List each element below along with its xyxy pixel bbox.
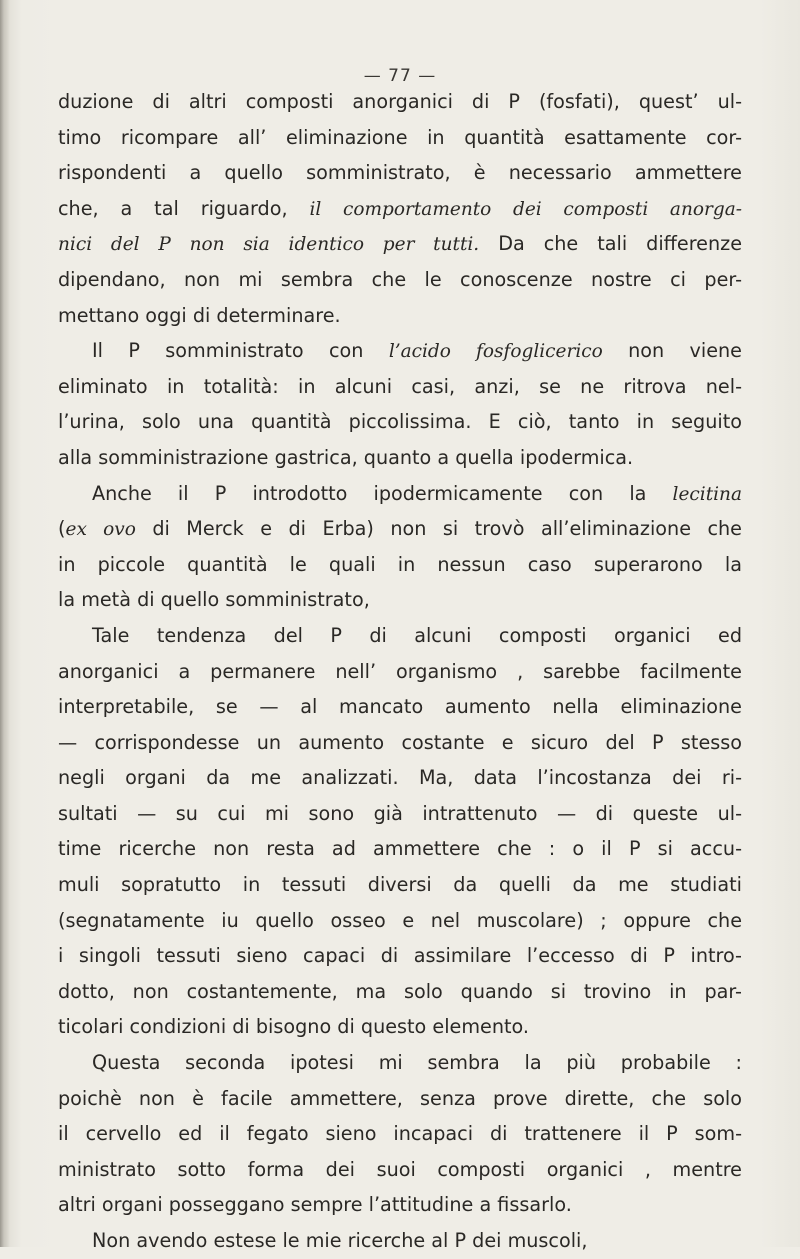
text-line: [58, 903, 742, 939]
text-line: [58, 120, 742, 156]
text-line: [58, 262, 742, 298]
text-run: sultati — su cui mi sono già intrattenuto — di queste ul-: [58, 801, 742, 825]
text-line: [58, 689, 742, 725]
text-line: [58, 511, 742, 547]
text-line: [58, 84, 742, 120]
text-line: [58, 333, 742, 369]
text-run: anorganici a permanere nell’ organismo , sarebbe facilmente: [58, 659, 742, 683]
text-line: [58, 1187, 742, 1223]
text-line: [58, 725, 742, 761]
italic-text-run: ex ovo: [65, 519, 136, 541]
text-line: [58, 1009, 742, 1045]
text-run: che, a tal riguardo,: [58, 196, 310, 220]
text-run: interpretabile, se — al mancato aumento nella eliminazione: [58, 695, 742, 719]
text-run: Questa seconda ipotesi mi sembra la più probabile :: [92, 1051, 742, 1075]
text-line: [58, 831, 742, 867]
text-run: Non avendo estese le mie ricerche al P dei muscoli,: [92, 1229, 588, 1252]
text-line: [58, 404, 742, 440]
body-text: [58, 84, 742, 1259]
text-line: [58, 760, 742, 796]
text-run: alla somministrazione gastrica, quanto a quella ipodermica.: [58, 445, 634, 469]
text-run: mettano oggi di determinare.: [58, 303, 341, 327]
text-run: il cervello ed il fegato sieno incapaci di trattenere il P som-: [58, 1122, 742, 1146]
text-run: dipendano, non mi sembra che le conoscenze nostre ci per-: [58, 267, 742, 291]
text-run: i singoli tessuti sieno capaci di assimilare l’eccesso di P intro-: [58, 944, 742, 968]
text-line: [58, 1152, 742, 1188]
text-line: [58, 1223, 742, 1259]
text-run: in piccole quantità le quali in nessun caso superarono la: [58, 552, 742, 576]
text-run: negli organi da me analizzati. Ma, data l’incostanza dei ri-: [58, 766, 742, 790]
text-run: timo ricompare all’ eliminazione in quantità esattamente cor-: [58, 125, 742, 149]
italic-text-run: lecitina: [672, 483, 742, 505]
text-run: duzione di altri composti anorganici di P (fosfati), quest’ ul-: [58, 90, 742, 113]
text-line: [58, 155, 742, 191]
text-line: [58, 1116, 742, 1152]
text-line: [58, 476, 742, 512]
italic-text-run: l’acido fosfoglicerico: [388, 341, 603, 363]
text-run: Il P somministrato con: [92, 339, 389, 363]
page-number: — 77 —: [363, 66, 437, 86]
page-edge-shadow: [0, 0, 10, 1247]
text-run: la metà di quello somministrato,: [58, 588, 370, 612]
italic-text-run: nici del P non sia identico per tutti.: [58, 234, 480, 256]
text-line: [58, 191, 742, 227]
text-run: altri organi posseggano sempre l’attitudine a fissarlo.: [58, 1193, 572, 1217]
text-line: [58, 582, 742, 618]
text-line: [58, 938, 742, 974]
italic-text-run: il comportamento dei composti anorga-: [309, 198, 742, 220]
text-run: dotto, non costantemente, ma solo quando si trovino in par-: [58, 979, 742, 1003]
text-run: poichè non è facile ammettere, senza prove dirette, che solo: [58, 1086, 742, 1110]
text-run: (segnatamente iu quello osseo e nel muscolare) ; oppure che: [58, 908, 742, 932]
text-run: Anche il P introdotto ipodermicamente con la: [92, 481, 673, 505]
text-run: rispondenti a quello somministrato, è necessario ammettere: [58, 161, 742, 185]
text-run: ticolari condizioni di bisogno di questo elemento.: [58, 1015, 530, 1039]
text-run: non viene: [602, 339, 742, 363]
text-line: [58, 974, 742, 1010]
text-run: di Merck e di Erba) non si trovò all’eliminazione che: [135, 517, 742, 541]
text-run: muli sopratutto in tessuti diversi da quelli da me studiati: [58, 873, 742, 897]
text-run: — corrispondesse un aumento costante e sicuro del P stesso: [58, 730, 742, 754]
text-line: [58, 298, 742, 334]
text-line: [58, 796, 742, 832]
text-line: [58, 1045, 742, 1081]
text-line: [58, 547, 742, 583]
text-run: Da che tali differenze: [479, 232, 742, 256]
text-run: l’urina, solo una quantità piccolissima. E ciò, tanto in seguito: [58, 410, 742, 434]
text-line: [58, 369, 742, 405]
text-line: [58, 618, 742, 654]
text-line: [58, 226, 742, 262]
text-run: Tale tendenza del P di alcuni composti organici ed: [92, 623, 742, 647]
text-line: [58, 867, 742, 903]
text-line: [58, 440, 742, 476]
text-run: ministrato sotto forma dei suoi composti organici , mentre: [58, 1157, 742, 1181]
text-run: (: [58, 517, 66, 541]
text-line: [58, 1081, 742, 1117]
text-line: [58, 654, 742, 690]
text-run: time ricerche non resta ad ammettere che : o il P si accu-: [58, 837, 742, 861]
text-run: eliminato in totalità: in alcuni casi, anzi, se ne ritrova nel-: [58, 374, 742, 398]
